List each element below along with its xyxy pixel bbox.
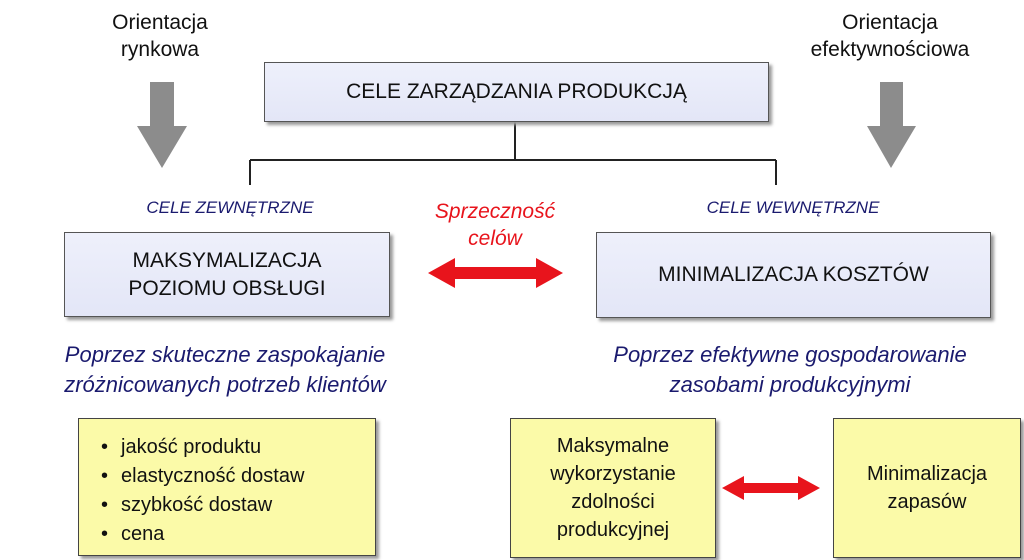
left-caption bbox=[10, 340, 440, 400]
service-factors-box bbox=[78, 418, 376, 556]
right-caption-line2: zasobami produkcyjnymi bbox=[669, 372, 911, 397]
external-goals-heading: CELE ZEWNĘTRZNE bbox=[146, 198, 314, 217]
conflict-label-line2: celów bbox=[468, 227, 522, 250]
orientation-right bbox=[790, 9, 990, 63]
right-caption-line1: Poprzez efektywne gospodarowanie bbox=[613, 342, 967, 367]
list-item: • jakość produktu bbox=[99, 433, 375, 462]
capacity-line2: wykorzystanie bbox=[550, 463, 676, 485]
capacity-line1: Maksymalne bbox=[556, 435, 670, 457]
left-caption-line1: Poprzez skuteczne zaspokajanie bbox=[64, 342, 386, 367]
top-goal-box bbox=[264, 62, 769, 122]
top-goal-label: CELE ZARZĄDZANIA PRODUKCJĄ bbox=[346, 80, 687, 103]
capacity-line4: produkcyjnej bbox=[556, 519, 670, 541]
service-level-line2: POZIOMU OBSŁUGI bbox=[128, 276, 326, 300]
inventory-line1: Minimalizacja bbox=[866, 463, 988, 485]
service-level-box bbox=[64, 232, 390, 317]
capacity-utilization-box bbox=[510, 418, 716, 558]
list-item: • cena bbox=[99, 520, 375, 549]
down-arrow-right bbox=[867, 82, 916, 168]
internal-goals-heading: CELE WEWNĘTRZNE bbox=[706, 198, 880, 217]
orientation-left-line2: rynkowa bbox=[120, 38, 200, 61]
orientation-left-line1: Orientacja bbox=[112, 11, 208, 34]
orientation-right-line1: Orientacja bbox=[842, 11, 938, 34]
cost-minimization-box bbox=[596, 232, 991, 318]
capacity-line3: zdolności bbox=[571, 491, 655, 513]
tree-connector bbox=[250, 122, 776, 185]
inventory-line2: zapasów bbox=[887, 491, 967, 513]
service-factors-list bbox=[99, 433, 375, 549]
inventory-minimization-box bbox=[833, 418, 1021, 558]
orientation-left bbox=[90, 9, 230, 63]
list-item: • elastyczność dostaw bbox=[99, 462, 375, 491]
tradeoff-double-arrow bbox=[722, 476, 820, 500]
orientation-right-line2: efektywnościowa bbox=[810, 38, 970, 61]
service-level-line1: MAKSYMALIZACJA bbox=[132, 248, 322, 272]
right-caption bbox=[560, 340, 1020, 400]
list-item: • szybkość dostaw bbox=[99, 491, 375, 520]
conflict-label-line1: Sprzeczność bbox=[434, 200, 556, 223]
left-caption-line2: zróżnicowanych potrzeb klientów bbox=[64, 372, 386, 397]
conflict-label bbox=[410, 198, 580, 252]
conflict-double-arrow bbox=[428, 258, 563, 288]
down-arrow-left bbox=[137, 82, 187, 168]
cost-minimization-label: MINIMALIZACJA KOSZTÓW bbox=[658, 263, 929, 286]
